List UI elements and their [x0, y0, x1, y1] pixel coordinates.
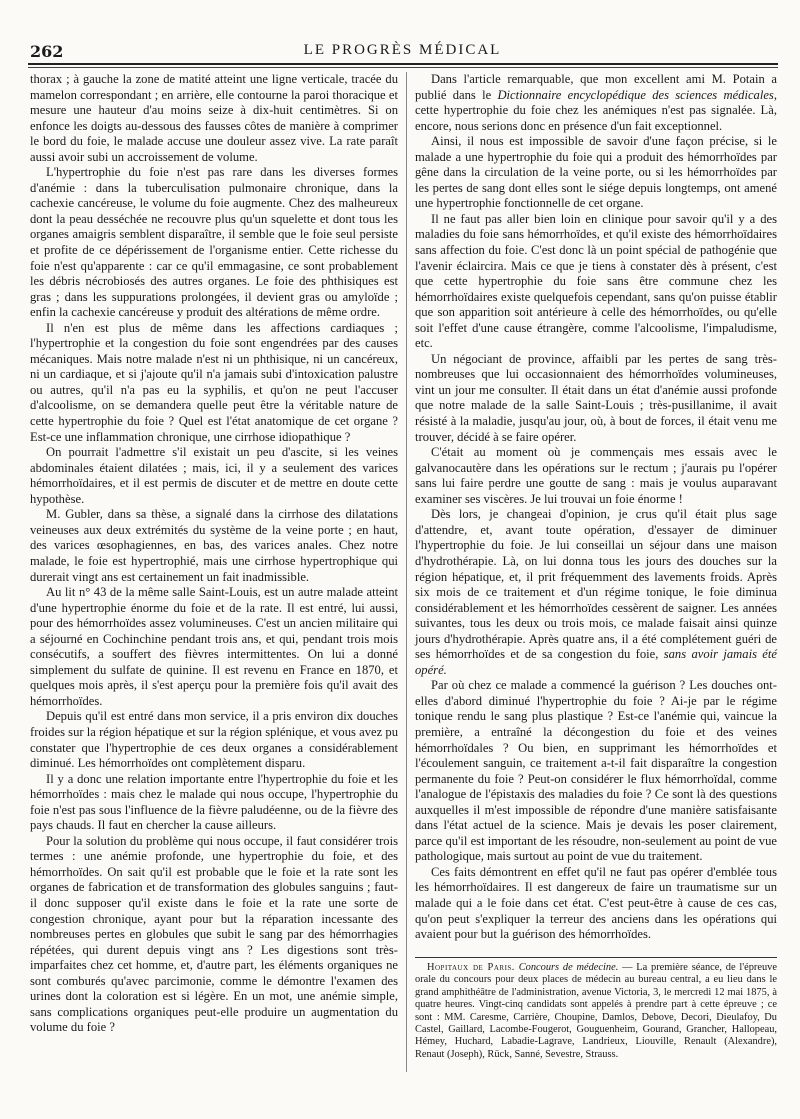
paragraph: Ainsi, il nous est impossible de savoir d'une façon précise, si le malade a une hypertrophie du foie qui a produit des hémorrhoïdes par gêne dans la circulation de la veine porte, ou si les hémorrhoïdes par les pertes de sang dont elles sont le siége depuis longtemps, ont amené une hypertrophie fonctionnelle de cet organe.	[415, 134, 777, 211]
paragraph: Par où chez ce malade a commencé la guérison ? Les douches ont-elles d'abord diminué l'hypertrophie du foie ? Ai-je par le régime tonique rendu le sang plus plastique ? Est-ce l'anémie qui, vaincue la première, a entraîné la décongestion du foie et des veines hémorrhoïdales ? Ou bien, en supprimant les hémorrhoïdes et l'écoulement sanguin, ce traitement a-t-il fait disparaître la congestion permanente du foie ? Peut-on considérer le flux hémorrhoïdal, comme l'analogue de l'épistaxis des maladies du foie ? Ce sont là des questions auxquelles il m'est impossible de répondre d'une manière satisfaisante dans l'état actuel de la science. Mais je devais les poser clairement, parce qu'il est important de les résoudre, non-seulement au point de vue pathologique, mais surtout au point de vue du traitement.	[415, 678, 777, 864]
footnote-paragraph	[415, 962, 777, 1061]
paragraph: L'hypertrophie du foie n'est pas rare dans les diverses formes d'anémie : dans la tuberculisation pulmonaire chronique, dans la cachexie cancéreuse, le volume du foie augmente. Chez des malheureux dont la peau desséchée ne recouvre plus qu'un squelette et dont tous les organes amaigris semblent disparaître, il semble que le foie seul persiste et profite de ce dépérissement de l'organisme entier. Cette richesse du foie n'est qu'apparente : car ce qu'il emmagasine, ce sont probablement les débris nécrobiosés des autres organes. Le foie des phthisiques est gras ; dans les suppurations prolongées, il devient gras ou amyloïde ; enfin la cachexie cancéreuse y produit des altérations de même ordre.	[30, 165, 398, 320]
footnote-body: — La première séance, de l'épreuve orale du concours pour deux places de médecin au bureau central, a eu lieu dans le grand amphithéâtre de l'administration, avenue Victoria, 3, le mercredi 12 mai 1875, à quatre heures. Vingt-cinq candidats sont appelés à prendre part à cette épreuve ; ce sont : MM. Caresme, Carrière, Choupine, Damlos, Debove, Decori, Dieulafoy, Du Castel, Gaillard, Lacombe-Fougerot, Gouguenheim, Gourand, Grancher, Hallopeau, Hémey, Huchard, Labadie-Lagrave, Landrieux, Liouville, Renault (Alexandre), Renaut (Joseph), Rück, Sanné, Sevestre, Strauss.	[415, 962, 777, 1060]
paragraph: Pour la solution du problème qui nous occupe, il faut considérer trois termes : une anémie profonde, une hypertrophie du foie, et des hémorrhoïdes. On sait qu'il est probable que le foie et la rate sont les organes de fabrication et de transformation des globules sanguins ; faut-il donc supposer qu'il existe dans le foie et la rate une sorte de congestion chronique, ayant pour but la réparation incessante des nombreuses pertes en globules que subit le sang par des hémorrhagies répétées, qui durent depuis vingt ans ? Les digestions sont très-imparfaites chez cet homme, et, d'autre part, les éléments organiques ne sont comburés qu'avec parcimonie, comme le démontre l'examen des urines dont la coloration est si légère. En un mot, une anémie simple, sans complications organiques peut-elle produire un augmentation du volume du foie ?	[30, 833, 398, 1035]
paragraph: Il ne faut pas aller bien loin en clinique pour savoir qu'il y a des maladies du foie sans hémorrhoïdes, et qu'il existe des hémorrhoïdaires sans affection du foie. C'est donc là un point spécial de pathogénie que l'avenir éclaircira. Mais ce que je tiens à constater dès à présent, c'est que cette hypertrophie du foie sans être commune chez les hémorrhoïdaires existe quelquefois cependant, sans qu'on puisse établir que son apparition soit antérieure à celle des hémorrhoïdes, ou qu'elle soit l'effet d'une cause étrangère, comme l'alcoolisme, l'impaludisme, etc.	[415, 211, 777, 351]
paragraph	[415, 72, 777, 134]
column-divider	[406, 72, 407, 1072]
paragraph: Au lit n° 43 de la même salle Saint-Louis, est un autre malade atteint d'une hypertrophie énorme du foie et de la rate. Il est entré, lui aussi, pour des hémorrhoïdes assez volumineuses. C'est un ancien militaire qui a séjourné en Cochinchine pendant trois ans, et qui, pendant trois mois consécutifs, a souffert des fièvres intermittentes. On lui a donné simplement du sulfate de quinine. Il est revenu en France en 1870, et quelques mois après, il s'est aperçu pour la première fois qu'il avait des hémorrhoïdes.	[30, 585, 398, 708]
paragraph: thorax ; à gauche la zone de matité atteint une ligne verticale, tracée du mamelon correspondant ; en arrière, elle contourne la paroi thoracique et mesure une hauteur d'au moins seize à dix-huit centimètres. Si on enfonce les doigts au-dessous des fausses côtes de manière à comprimer le bord du foie, le malade accuse une douleur assez vive. La rate paraît aussi avoir subi un accroissement de volume.	[30, 72, 398, 164]
paragraph: M. Gubler, dans sa thèse, a signalé dans la cirrhose des dilatations veineuses aux deux extrémités du système de la veine porte ; en haut, des varices œsophagiennes, en bas, des varices anales. Chez notre malade, le foie est hypertrophié, mais une cirrhose hypertrophique qui durerait vingt ans est certainement un fait inadmissible.	[30, 507, 398, 584]
page-header	[30, 40, 775, 62]
paragraph: On pourrait l'admettre s'il existait un peu d'ascite, si les veines abdominales étaient dilatées ; mais, ici, il y a seulement des varices hémorrhoïdaires, et il est permis de discuter et de mettre en doute cette hypothèse.	[30, 445, 398, 506]
left-column	[30, 72, 398, 1036]
paragraph: C'était au moment où je commençais mes essais avec le galvanocautère dans les opérations sur le rectum ; j'aurais pu l'opérer sans lui faire perdre une goutte de sang : mais je voulus auparavant examiner ses viscères. Je lui trouvai un foie énorme !	[415, 445, 777, 506]
page-number: 262	[30, 42, 64, 61]
paragraph: Il n'en est plus de même dans les affections cardiaques ; l'hypertrophie et la congestion du foie sont engendrées par des causes mécaniques. Mais notre malade n'est ni un phthisique, ni un cancéreux, ni un cardiaque, et si j'ajoute qu'il n'a jamais subi d'intoxication palustre ou autres, qu'il n'a pas eu la syphilis, et qu'on ne peut l'accuser d'alcoolisme, on se demandera quelle peut être la véritable nature de cette hypertrophie du foie ? Quel est l'état anatomique de cet organe ? Est-ce une inflammation chronique, une cirrhose idiopathique ?	[30, 320, 398, 444]
journal-title: LE PROGRÈS MÉDICAL	[303, 42, 502, 58]
text-run: Dans l'article remarquable, que mon excellent ami M. Potain a publié dans le	[415, 72, 777, 102]
footnote	[415, 962, 777, 1061]
text-run: Dès lors, je changeai d'opinion, je crus qu'il était plus sage d'attendre, et, avant toute opération, d'essayer de diminuer l'hypertrophie du foie. Je lui conseillai un séjour dans une maison d'hydrothérapie. Là, on lui donna tous les jours des douches sur la région hépatique, et, il prit fréquemment des lavements froids. Après six mois de ce traitement et d'un régime tonique, le foie diminua considérablement et les hémorrhoïdes cessèrent de saigner. Les années suivantes, tous les deux ou trois mois, ce malade faisait ainsi quinze jours d'hydrothérapie. Après quatre ans, il a été complétement guéri de ses hémorrhoïdes et de sa congestion du foie,	[415, 507, 777, 662]
text-run: , cette hypertrophie du foie chez les anémiques n'est pas signalée. Là, encore, nous serions donc en présence d'un fait exceptionnel.	[415, 87, 777, 133]
header-rule	[28, 63, 778, 65]
header-rule-thin	[28, 67, 778, 68]
right-column	[415, 72, 777, 943]
italic-phrase: sans avoir jamais été opéré.	[415, 647, 777, 677]
footnote-rule	[415, 957, 777, 958]
footnote-heading: Hopitaux de Paris.	[427, 962, 515, 973]
footnote-title: Concours de médecine.	[518, 962, 619, 973]
paragraph: Depuis qu'il est entré dans mon service, il a pris environ dix douches froides sur la région hépatique et sur la région splénique, et vous avez pu constater que l'hypertrophie de ces deux organes a considérablement diminué. Les hémorrhoïdes ont complètement disparu.	[30, 709, 398, 771]
paragraph: Ces faits démontrent en effet qu'il ne faut pas opérer d'emblée tous les hémorrhoïdaires. Il est dangereux de faire un traumatisme sur un malade qui a le foie dans cet état. C'est peut-être à cause de ces cas, qu'on peut s'expliquer la terreur des anciens dans les opérations qui avaient pour but la guérison des hémorrhoïdes.	[415, 864, 777, 942]
paragraph: Il y a donc une relation importante entre l'hypertrophie du foie et les hémorrhoïdes : mais chez le malade qui nous occupe, l'hypertrophie du foie n'est pas sous l'influence de la fièvre paludéenne, ou de la fièvre des pays chauds. Il faut en chercher la cause ailleurs.	[30, 771, 398, 833]
paragraph: Un négociant de province, affaibli par les pertes de sang très-nombreuses que lui occasionnaient des hémorrhoïdes volumineuses, vint un jour me consulter. Il était dans un état d'anémie aussi profonde que notre malade de la salle Saint-Louis ; très-pusillanime, il avait résisté à la maladie, jusqu'au jour, où, à bout de forces, il était venu me trouver, décidé à se faire opérer.	[415, 351, 777, 444]
dictionary-title: Dictionnaire encyclopédique des sciences médicales	[497, 87, 774, 102]
paragraph	[415, 507, 777, 678]
